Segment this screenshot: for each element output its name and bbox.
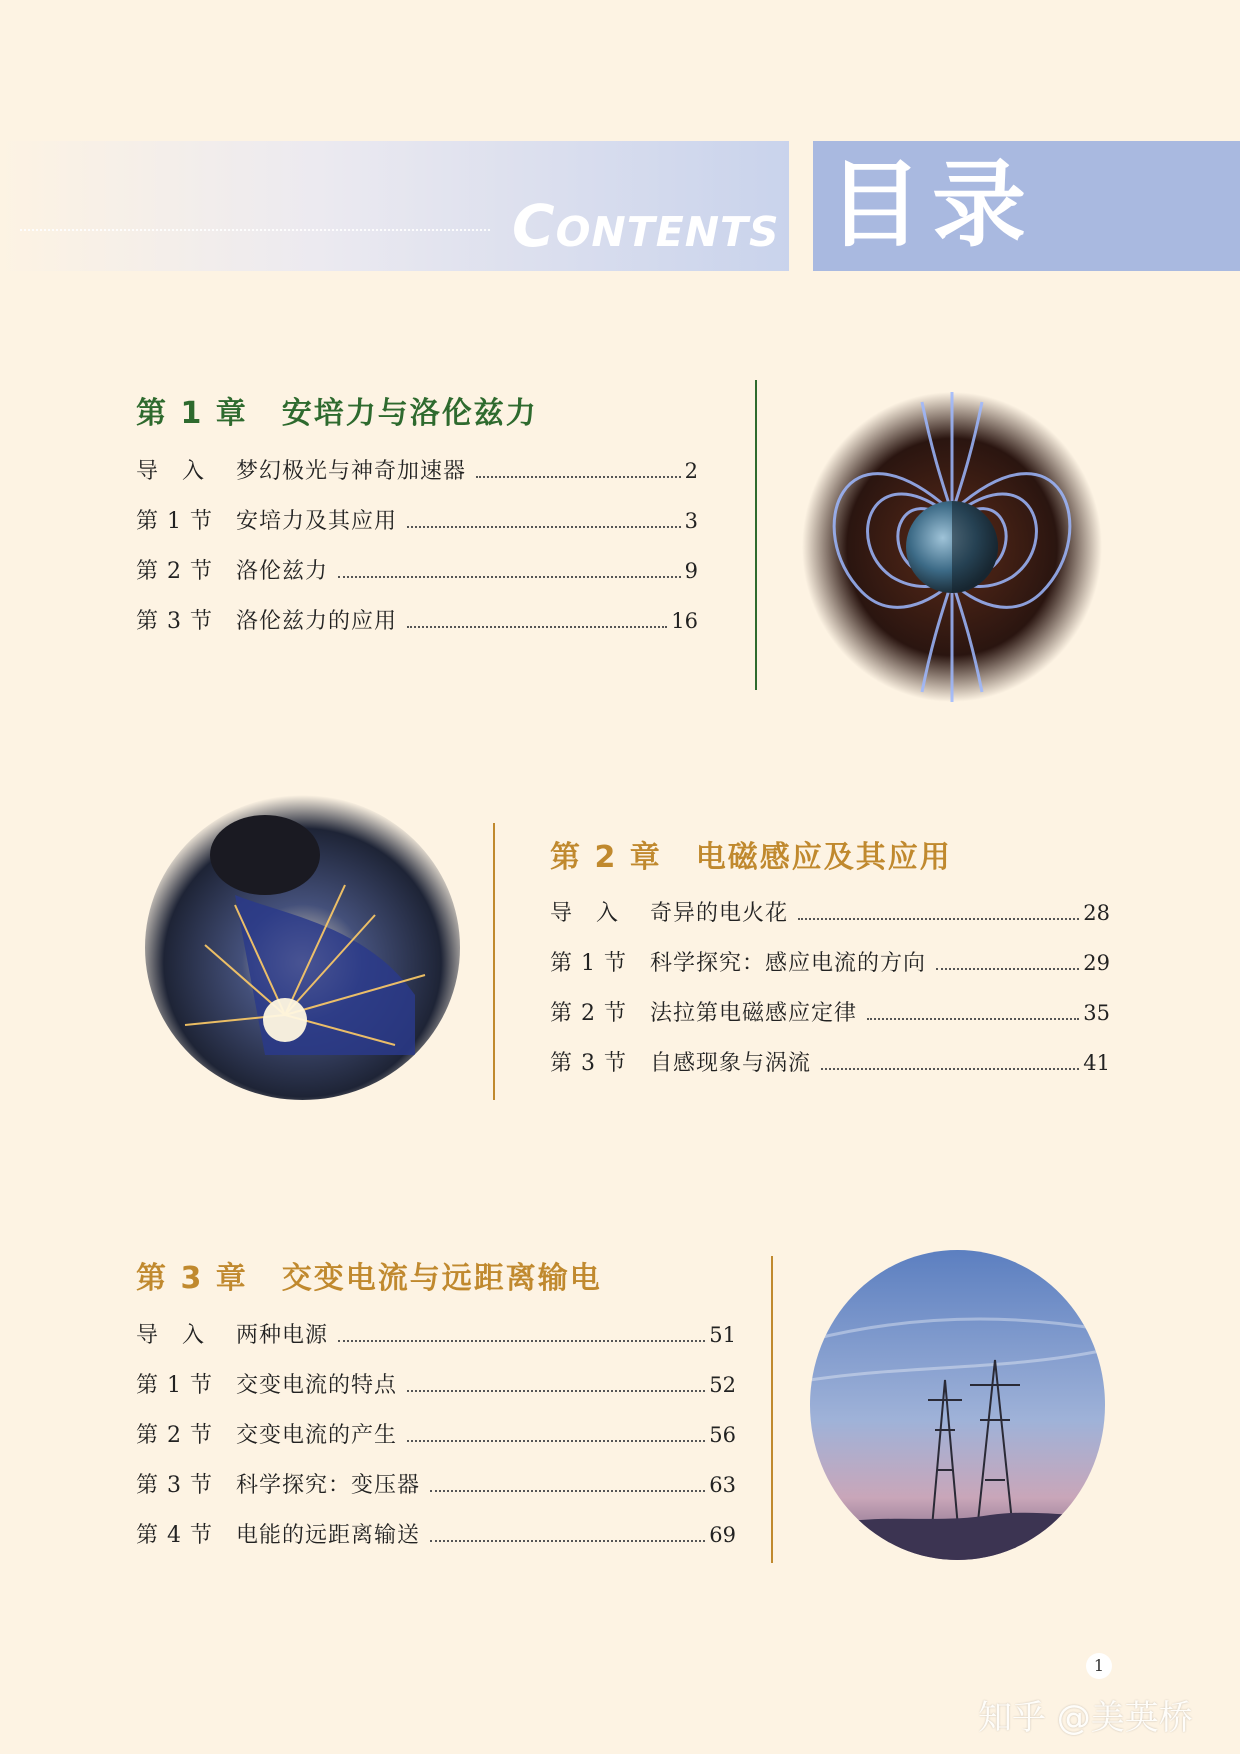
entry-page: 3 [684, 509, 698, 533]
entry-label: 第 1 节 [550, 951, 627, 976]
entry-title: 电能的远距离输送 [236, 1523, 421, 1548]
entry-title: 洛伦兹力的应用 [236, 609, 398, 634]
toc-entry[interactable] [136, 604, 698, 654]
toc-entry[interactable] [136, 1518, 736, 1568]
toc-entry[interactable] [136, 1468, 736, 1518]
entry-title: 梦幻极光与神奇加速器 [236, 459, 467, 484]
entry-label: 第 1 节 [136, 1373, 213, 1398]
toc-entry[interactable] [550, 1046, 1110, 1096]
toc-entry[interactable] [550, 946, 1110, 996]
entry-page: 51 [709, 1323, 736, 1347]
page-number: 1 [1086, 1653, 1112, 1679]
entry-label: 导 入 [136, 459, 206, 484]
toc-entry[interactable] [136, 454, 698, 504]
dot-leader [430, 1490, 705, 1492]
dot-leader [476, 476, 681, 478]
dot-leader [407, 626, 667, 628]
dot-leader [821, 1068, 1079, 1070]
power-towers-image [810, 1250, 1105, 1560]
entry-page: 56 [709, 1423, 736, 1447]
entry-label: 第 3 节 [136, 1473, 213, 1498]
chapter-3-title [136, 1253, 602, 1297]
entry-label: 导 入 [136, 1323, 206, 1348]
toc-entry[interactable] [550, 896, 1110, 946]
entry-title: 奇异的电火花 [650, 901, 789, 926]
entry-label: 第 4 节 [136, 1523, 213, 1548]
chapter-2-title [550, 832, 952, 876]
entry-title: 科学探究：变压器 [236, 1473, 421, 1498]
entry-title: 洛伦兹力 [236, 559, 329, 584]
entry-label: 第 1 节 [136, 509, 213, 534]
entry-title: 两种电源 [236, 1323, 329, 1348]
watermark: 知乎 @美英桥 [978, 1698, 1193, 1738]
dot-leader [338, 576, 681, 578]
toc-entry[interactable] [136, 554, 698, 604]
dot-leader [936, 968, 1079, 970]
entry-page: 29 [1083, 951, 1110, 975]
chapter-3-number: 第 3 章 [136, 1261, 248, 1296]
chapter-2-toc [550, 896, 1110, 1096]
entry-label: 第 2 节 [136, 1423, 213, 1448]
dot-leader [798, 918, 1079, 920]
dot-leader [407, 1440, 705, 1442]
entry-page: 35 [1083, 1001, 1110, 1025]
chinese-title: 目录 [828, 151, 1037, 260]
chapter-3-divider [771, 1256, 773, 1563]
entry-label: 第 3 节 [136, 609, 213, 634]
english-title [512, 186, 780, 266]
earth-magnetic-field-illustration [802, 392, 1102, 702]
chapter-2-name: 电磁感应及其应用 [695, 840, 952, 875]
entry-page: 69 [709, 1523, 736, 1547]
entry-title: 法拉第电磁感应定律 [650, 1001, 858, 1026]
power-towers-illustration [810, 1250, 1105, 1560]
entry-page: 28 [1083, 901, 1110, 925]
chapter-1-name: 安培力与洛伦兹力 [281, 396, 538, 431]
entry-title: 科学探究：感应电流的方向 [650, 951, 927, 976]
toc-entry[interactable] [550, 996, 1110, 1046]
entry-label: 第 2 节 [550, 1001, 627, 1026]
english-title-text: Contents [512, 192, 780, 260]
entry-page: 16 [671, 609, 698, 633]
entry-label: 导 入 [550, 901, 620, 926]
banner-dotted-line [20, 229, 490, 231]
chapter-1-title [136, 388, 538, 432]
chapter-1-number: 第 1 章 [136, 396, 248, 431]
welding-sparks-illustration [145, 795, 460, 1100]
entry-title: 自感现象与涡流 [650, 1051, 812, 1076]
toc-entry[interactable] [136, 504, 698, 554]
entry-title: 交变电流的特点 [236, 1373, 398, 1398]
entry-page: 41 [1083, 1051, 1110, 1075]
entry-page: 9 [684, 559, 698, 583]
chapter-3-name: 交变电流与远距离输电 [281, 1261, 602, 1296]
chapter-2-divider [493, 823, 495, 1100]
chapter-1-toc [136, 454, 698, 654]
dot-leader [407, 526, 681, 528]
dot-leader [867, 1018, 1079, 1020]
entry-label: 第 2 节 [136, 559, 213, 584]
earth-magnetic-field-image [802, 392, 1102, 702]
entry-title: 安培力及其应用 [236, 509, 398, 534]
toc-entry[interactable] [136, 1368, 736, 1418]
dot-leader [338, 1340, 705, 1342]
entry-label: 第 3 节 [550, 1051, 627, 1076]
chapter-2-number: 第 2 章 [550, 840, 662, 875]
entry-page: 52 [709, 1373, 736, 1397]
chapter-3-toc [136, 1318, 736, 1568]
toc-entry[interactable] [136, 1318, 736, 1368]
dot-leader [430, 1540, 705, 1542]
entry-title: 交变电流的产生 [236, 1423, 398, 1448]
toc-entry[interactable] [136, 1418, 736, 1468]
welding-sparks-image [145, 795, 460, 1100]
dot-leader [407, 1390, 705, 1392]
chapter-1-divider [755, 380, 757, 690]
entry-page: 63 [709, 1473, 736, 1497]
entry-page: 2 [684, 459, 698, 483]
